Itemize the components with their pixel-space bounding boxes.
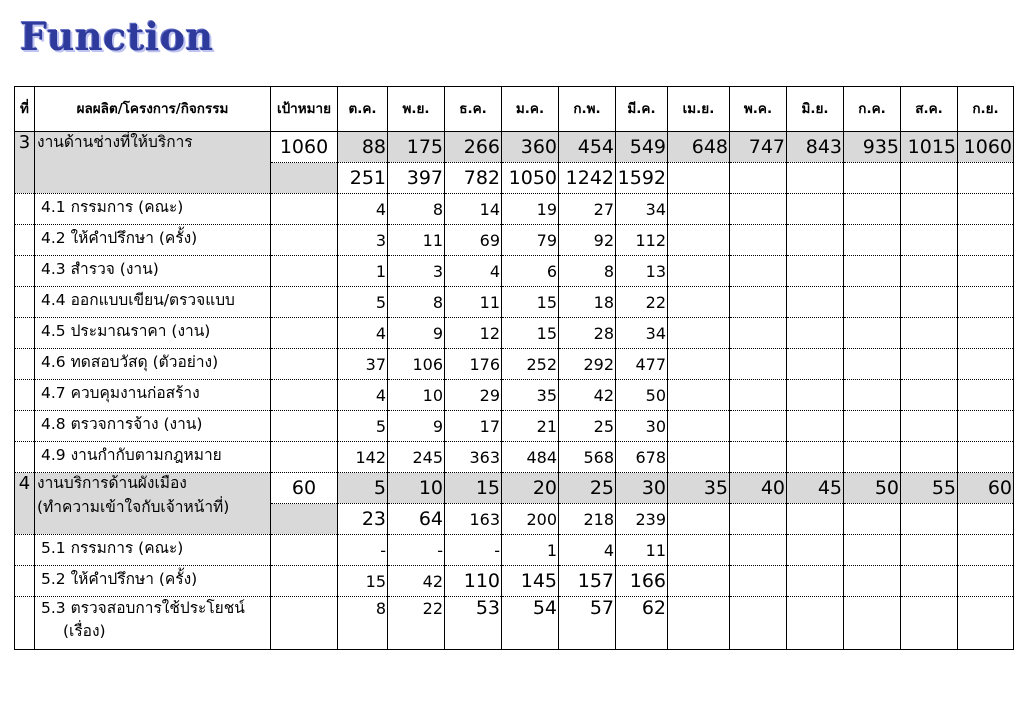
value-cell: 484 xyxy=(502,442,559,473)
plan-cell: 30 xyxy=(616,473,668,504)
item-label: 4.3 สำรวจ (งาน) xyxy=(35,256,271,287)
section-label-line: (ทำความเข้าใจกับเจ้าหน้าที่) xyxy=(37,498,230,516)
section-plan-row xyxy=(15,473,1014,504)
plan-cell: 15 xyxy=(445,473,502,504)
plan-cell: 35 xyxy=(668,473,730,504)
value-cell: 1 xyxy=(502,535,559,566)
value-cell: 25 xyxy=(559,411,616,442)
value-cell: 166 xyxy=(616,566,668,597)
progress-table xyxy=(14,86,1014,650)
value-cell: 8 xyxy=(388,287,445,318)
table-row xyxy=(15,225,1014,256)
plan-cell: 60 xyxy=(958,473,1014,504)
value-cell: 29 xyxy=(445,380,502,411)
header-cell: ส.ค. xyxy=(901,87,958,132)
value-cell: 110 xyxy=(445,566,502,597)
header-cell: ต.ค. xyxy=(338,87,388,132)
value-cell: 292 xyxy=(559,349,616,380)
item-label-line: (เรื่อง) xyxy=(63,622,106,640)
table-row xyxy=(15,566,1014,597)
value-cell: 15 xyxy=(502,287,559,318)
plan-cell: 747 xyxy=(730,132,787,163)
table-row xyxy=(15,442,1014,473)
target-cell xyxy=(271,163,338,194)
plan-cell: 549 xyxy=(616,132,668,163)
header-cell: มี.ค. xyxy=(616,87,668,132)
plan-cell: 648 xyxy=(668,132,730,163)
plan-cell: 1015 xyxy=(901,132,958,163)
item-label-line: 5.3 ตรวจสอบการใช้ประโยชน์ xyxy=(41,599,245,617)
value-cell: 12 xyxy=(445,318,502,349)
plan-cell: 5 xyxy=(338,473,388,504)
section-label: งานด้านช่างที่ให้บริการ xyxy=(35,132,271,194)
header-cell: ผลผลิต/โครงการ/กิจกรรม xyxy=(35,87,271,132)
header-cell: ธ.ค. xyxy=(445,87,502,132)
plan-cell: 175 xyxy=(388,132,445,163)
actual-cell: 1050 xyxy=(502,163,559,194)
value-cell: 142 xyxy=(338,442,388,473)
header-cell: ก.พ. xyxy=(559,87,616,132)
value-cell: 34 xyxy=(616,194,668,225)
header-cell: มิ.ย. xyxy=(787,87,844,132)
actual-cell: 200 xyxy=(502,504,559,535)
value-cell: 30 xyxy=(616,411,668,442)
item-label: 4.1 กรรมการ (คณะ) xyxy=(35,194,271,225)
table-row xyxy=(15,349,1014,380)
value-cell: 14 xyxy=(445,194,502,225)
value-cell: 3 xyxy=(338,225,388,256)
plan-cell: 45 xyxy=(787,473,844,504)
item-label: 4.9 งานกำกับตามกฎหมาย xyxy=(35,442,271,473)
value-cell: 8 xyxy=(559,256,616,287)
value-cell: 3 xyxy=(388,256,445,287)
value-cell: 22 xyxy=(388,597,445,650)
value-cell: 11 xyxy=(445,287,502,318)
value-cell: 10 xyxy=(388,380,445,411)
value-cell: 22 xyxy=(616,287,668,318)
target-cell: 1060 xyxy=(271,132,338,163)
value-cell: 42 xyxy=(388,566,445,597)
actual-cell: 251 xyxy=(338,163,388,194)
value-cell: - xyxy=(338,535,388,566)
actual-cell: 163 xyxy=(445,504,502,535)
value-cell: 21 xyxy=(502,411,559,442)
table-row xyxy=(15,535,1014,566)
value-cell: 92 xyxy=(559,225,616,256)
value-cell: 8 xyxy=(338,597,388,650)
actual-cell: 64 xyxy=(388,504,445,535)
value-cell: 106 xyxy=(388,349,445,380)
table-row xyxy=(15,194,1014,225)
value-cell: 11 xyxy=(388,225,445,256)
value-cell: 176 xyxy=(445,349,502,380)
section-label xyxy=(35,473,271,535)
value-cell: 145 xyxy=(502,566,559,597)
target-cell xyxy=(271,504,338,535)
item-label: 5.2 ให้คำปรึกษา (ครั้ง) xyxy=(35,566,271,597)
header-row xyxy=(15,87,1014,132)
value-cell: - xyxy=(388,535,445,566)
header-cell: พ.ย. xyxy=(388,87,445,132)
value-cell: 18 xyxy=(559,287,616,318)
value-cell: 4 xyxy=(445,256,502,287)
plan-cell: 1060 xyxy=(958,132,1014,163)
plan-cell: 266 xyxy=(445,132,502,163)
value-cell: 79 xyxy=(502,225,559,256)
value-cell: 4 xyxy=(338,318,388,349)
value-cell: 568 xyxy=(559,442,616,473)
value-cell: 57 xyxy=(559,597,616,650)
plan-cell: 10 xyxy=(388,473,445,504)
value-cell: 69 xyxy=(445,225,502,256)
plan-cell: 25 xyxy=(559,473,616,504)
table-row xyxy=(15,380,1014,411)
plan-cell: 88 xyxy=(338,132,388,163)
actual-cell: 1242 xyxy=(559,163,616,194)
table-row xyxy=(15,318,1014,349)
value-cell: 34 xyxy=(616,318,668,349)
value-cell: 35 xyxy=(502,380,559,411)
row-number: 3 xyxy=(15,132,35,194)
plan-cell: 935 xyxy=(844,132,901,163)
value-cell: 4 xyxy=(338,194,388,225)
header-cell: ก.ย. xyxy=(958,87,1014,132)
item-label: 4.2 ให้คำปรึกษา (ครั้ง) xyxy=(35,225,271,256)
value-cell: 8 xyxy=(388,194,445,225)
value-cell: 28 xyxy=(559,318,616,349)
value-cell: 678 xyxy=(616,442,668,473)
actual-cell: 23 xyxy=(338,504,388,535)
value-cell: 54 xyxy=(502,597,559,650)
item-label: 4.6 ทดสอบวัสดุ (ตัวอย่าง) xyxy=(35,349,271,380)
item-label xyxy=(35,597,271,650)
table-row xyxy=(15,411,1014,442)
item-label: 4.5 ประมาณราคา (งาน) xyxy=(35,318,271,349)
header-cell: ที่ xyxy=(15,87,35,132)
value-cell: 6 xyxy=(502,256,559,287)
actual-cell: 1592 xyxy=(616,163,668,194)
header-cell: เป้าหมาย xyxy=(271,87,338,132)
value-cell: 5 xyxy=(338,411,388,442)
header-cell: เม.ย. xyxy=(668,87,730,132)
plan-cell: 360 xyxy=(502,132,559,163)
value-cell: 27 xyxy=(559,194,616,225)
value-cell: - xyxy=(445,535,502,566)
value-cell: 11 xyxy=(616,535,668,566)
plan-cell: 843 xyxy=(787,132,844,163)
value-cell: 50 xyxy=(616,380,668,411)
plan-cell: 454 xyxy=(559,132,616,163)
actual-cell: 782 xyxy=(445,163,502,194)
table-row xyxy=(15,597,1014,650)
value-cell: 245 xyxy=(388,442,445,473)
row-number: 4 xyxy=(15,473,35,535)
value-cell: 53 xyxy=(445,597,502,650)
header-cell: ก.ค. xyxy=(844,87,901,132)
value-cell: 112 xyxy=(616,225,668,256)
value-cell: 1 xyxy=(338,256,388,287)
value-cell: 19 xyxy=(502,194,559,225)
actual-cell: 397 xyxy=(388,163,445,194)
plan-cell: 40 xyxy=(730,473,787,504)
item-label: 4.4 ออกแบบเขียน/ตรวจแบบ xyxy=(35,287,271,318)
value-cell: 157 xyxy=(559,566,616,597)
value-cell: 15 xyxy=(338,566,388,597)
plan-cell: 20 xyxy=(502,473,559,504)
header-cell: ม.ค. xyxy=(502,87,559,132)
table-row xyxy=(15,256,1014,287)
value-cell: 9 xyxy=(388,318,445,349)
value-cell: 13 xyxy=(616,256,668,287)
value-cell: 42 xyxy=(559,380,616,411)
actual-cell: 218 xyxy=(559,504,616,535)
value-cell: 15 xyxy=(502,318,559,349)
value-cell: 62 xyxy=(616,597,668,650)
section-label-line: งานบริการด้านผังเมือง xyxy=(37,474,187,492)
plan-cell: 50 xyxy=(844,473,901,504)
value-cell: 477 xyxy=(616,349,668,380)
value-cell: 4 xyxy=(338,380,388,411)
plan-cell: 55 xyxy=(901,473,958,504)
item-label: 5.1 กรรมการ (คณะ) xyxy=(35,535,271,566)
page-title: Function xyxy=(20,14,214,59)
actual-cell: 239 xyxy=(616,504,668,535)
value-cell: 37 xyxy=(338,349,388,380)
section-plan-row xyxy=(15,132,1014,163)
value-cell: 9 xyxy=(388,411,445,442)
value-cell: 252 xyxy=(502,349,559,380)
value-cell: 17 xyxy=(445,411,502,442)
table-row xyxy=(15,287,1014,318)
item-label: 4.7 ควบคุมงานก่อสร้าง xyxy=(35,380,271,411)
value-cell: 363 xyxy=(445,442,502,473)
value-cell: 5 xyxy=(338,287,388,318)
item-label: 4.8 ตรวจการจ้าง (งาน) xyxy=(35,411,271,442)
header-cell: พ.ค. xyxy=(730,87,787,132)
value-cell: 4 xyxy=(559,535,616,566)
target-cell: 60 xyxy=(271,473,338,504)
